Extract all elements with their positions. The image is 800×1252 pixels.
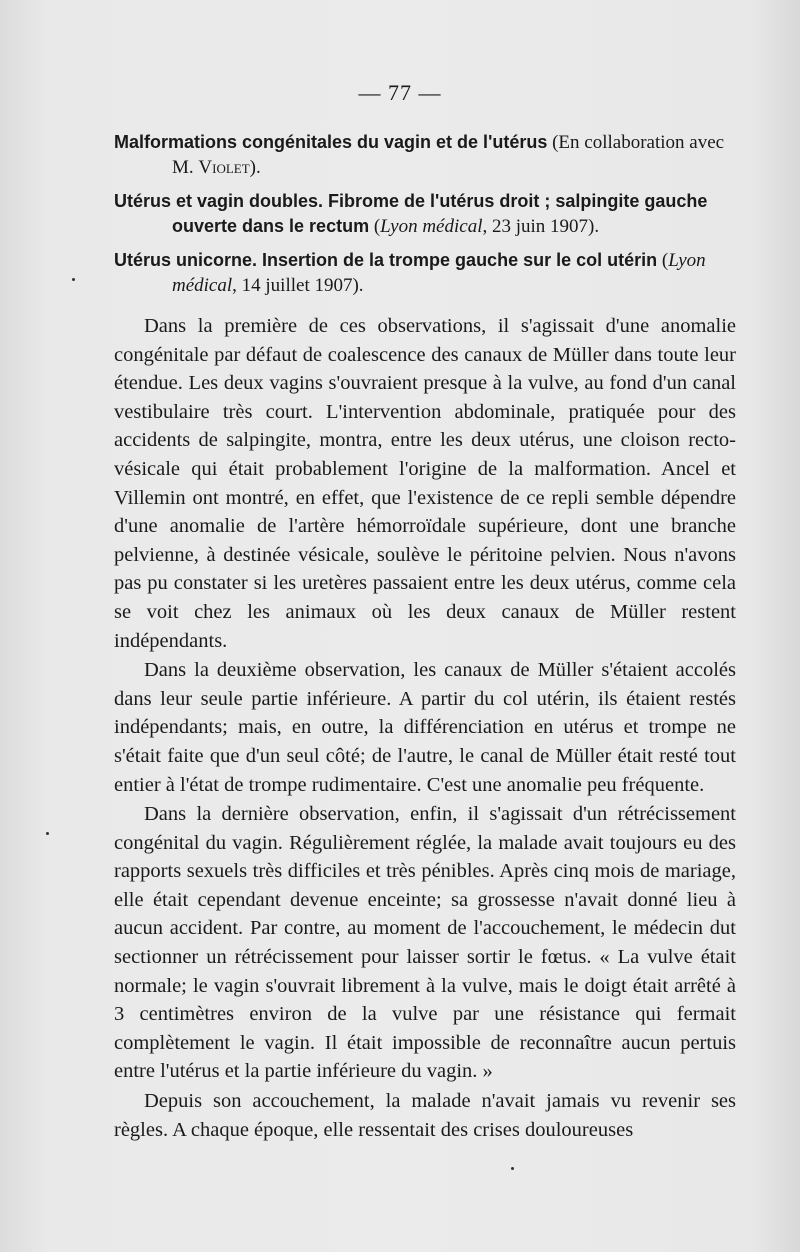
- reference-entry: [114, 189, 734, 239]
- reference-entry: [114, 248, 734, 298]
- reference-author: Violet: [198, 157, 250, 178]
- page-number: — 77 —: [358, 80, 442, 105]
- reference-title: Utérus et vagin doubles. Fibrome de l'utérus droit ; salpingite gauche ouverte dans le rectum: [114, 191, 708, 236]
- reference-source: Lyon médical: [380, 216, 483, 237]
- body-text: [114, 312, 736, 1144]
- reference-title: Malformations congénitales du vagin et de l'utérus: [114, 132, 548, 152]
- scan-speck: [511, 1167, 514, 1170]
- reference-pre: (: [657, 250, 669, 271]
- reference-pre: (En collaboration avec M.: [172, 132, 725, 178]
- scan-speck: [46, 832, 49, 835]
- reference-list: [114, 130, 734, 307]
- paragraph: Depuis son accouchement, la malade n'avait jamais vu revenir ses règles. A chaque époque, elle ressentait des crises douloureuses: [114, 1090, 736, 1141]
- reference-post: ).: [249, 157, 261, 178]
- reference-title: Utérus unicorne. Insertion de la trompe gauche sur le col utérin: [114, 250, 658, 270]
- paragraph: Dans la dernière observation, enfin, il s'agissait d'un rétrécissement congénital du vagin. Régulièrement réglée, la malade avait toujours eu des rapports sexuels très difficiles et très pénibles. Après cinq mois de mariage, elle était cependant devenue enceinte; sa grossesse n'avait donné lieu à aucun accident. Par contre, au moment de l'accouchement, le médecin dut sectionner un rétrécissement pour laisser sortir le fœtus. « La vulve était normale; le vagin s'ouvrait librement à la vulve, mais le doigt était arrêté à 3 centimètres environ de la vulve par une résistance qui fermait complètement le vagin. Il était impossible de reconnaître aucun pertuis entre l'utérus et la partie inférieure du vagin. »: [114, 803, 736, 1083]
- reference-entry: [114, 130, 734, 180]
- scan-speck: [72, 278, 75, 281]
- paragraph: Dans la deuxième observation, les canaux de Müller s'étaient accolés dans leur seule partie inférieure. A partir du col utérin, ils étaient restés indépendants; mais, en outre, la différenciation en utérus et trompe ne s'était faite que d'un seul côté; de l'autre, le canal de Müller était resté tout entier à l'état de trompe rudimentaire. C'est une anomalie peu fréquente.: [114, 659, 736, 796]
- reference-date: , 14 juillet 1907).: [232, 275, 364, 296]
- reference-date: , 23 juin 1907).: [482, 216, 600, 237]
- reference-pre: (: [369, 216, 381, 237]
- reference-source: Lyon médical: [172, 250, 706, 296]
- paragraph: Dans la première de ces observations, il s'agissait d'une anomalie congénitale par défaut de coalescence des canaux de Müller dans toute leur étendue. Les deux vagins s'ouvraient presque à la vulve, au fond d'un canal vestibulaire très court. L'intervention abdominale, pratiquée pour des accidents de salpingite, montra, entre les deux utérus, une cloison recto-vésicale qui était probablement l'origine de la malformation. Ancel et Villemin ont montré, en effet, que l'existence de ce repli semble dépendre d'une anomalie de l'artère hémorroïdale supérieure, dont une branche pelvienne, à destinée vésicale, soulève le péritoine pelvien. Nous n'avons pas pu constater si les uretères passaient entre les deux utérus, comme cela se voit chez les animaux où les deux canaux de Müller restent indépendants.: [114, 315, 736, 652]
